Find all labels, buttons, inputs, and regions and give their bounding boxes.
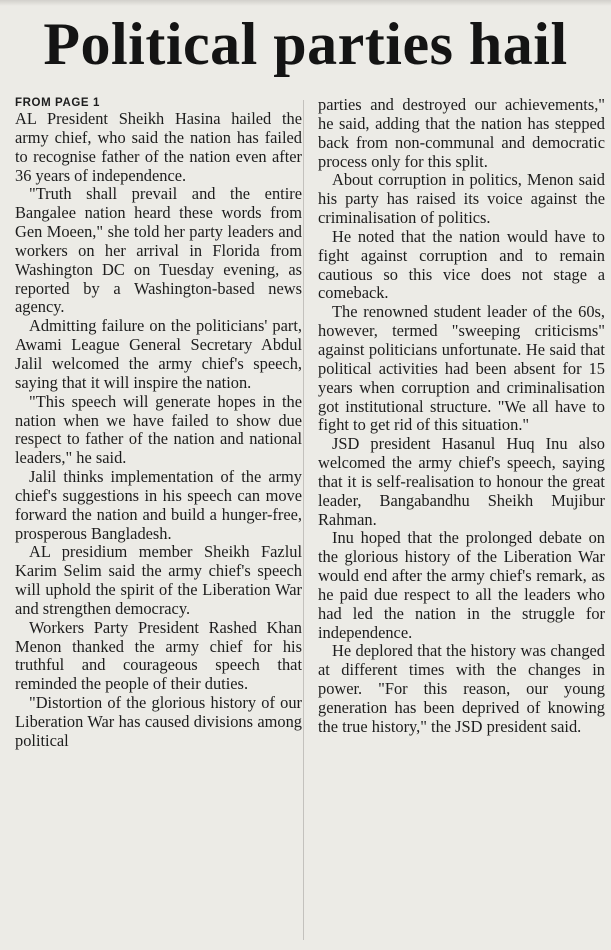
paragraph: "Truth shall prevail and the entire Bangalee nation heard these words from Gen Moeen," she told her party leaders and workers on her arrival in Florida from Washington DC on Tuesday evening, as reported by a Washington-based news agency. <box>15 184 302 317</box>
paragraph: "This speech will generate hopes in the nation when we have failed to show due respect to father of the nation and national leaders," he said. <box>15 391 302 468</box>
paragraph: About corruption in politics, Menon said his party has raised its voice against the criminalisation of politics. <box>318 170 605 228</box>
paragraph: JSD president Hasanul Huq Inu also welcomed the army chief's speech, saying that it is self-realisation to honour the great leader, Bangabandhu Sheikh Mujibur Rahman. <box>318 434 605 529</box>
column-left <box>15 96 302 944</box>
paragraph: Jalil thinks implementation of the army chief's suggestions in his speech can move forward the nation and build a hunger-free, prosperous Bangladesh. <box>15 467 302 543</box>
article-body <box>15 96 605 944</box>
paragraph: Inu hoped that the prolonged debate on the glorious history of the Liberation War would end after the army chief's remark, as he paid due respect to all the leaders who had led the nation in the struggle for independence. <box>318 528 605 642</box>
paragraph: He noted that the nation would have to fight against corruption and to remain cautious so this vice does not stage a comeback. <box>318 226 605 303</box>
paragraph: Workers Party President Rashed Khan Menon thanked the army chief for his truthful and courageous speech that reminded the people of their duties. <box>15 617 302 694</box>
paragraph: parties and destroyed our achievements," he said, adding that the nation has stepped back from non-communal and democratic process only for this split. <box>318 95 605 171</box>
paragraph: AL presidium member Sheikh Fazlul Karim Selim said the army chief's speech will uphold the spirit of the Liberation War and strengthen democracy. <box>15 542 302 618</box>
column-right <box>318 96 605 944</box>
paragraph: The renowned student leader of the 60s, however, termed "sweeping criticisms" against politicians unfortunate. He said that political activities had been absent for 15 years when corruption and criminalisation got institutional structure. "We all have to fight to get rid of this situation." <box>318 302 605 435</box>
paragraph: AL President Sheikh Hasina hailed the army chief, who said the nation has failed to recognise father of the nation even after 36 years of independence. <box>15 109 302 185</box>
paragraph: Admitting failure on the politicians' part, Awami League General Secretary Abdul Jalil welcomed the army chief's speech, saying that it will inspire the nation. <box>15 316 302 392</box>
continuation-kicker: FROM PAGE 1 <box>15 97 100 109</box>
paragraph: He deplored that the history was changed at different times with the changes in power. "For this reason, our young generation has been deprived of knowing the true history," the JSD president said. <box>318 641 605 736</box>
paragraph: "Distortion of the glorious history of our Liberation War has caused divisions among political <box>15 693 302 750</box>
headline: Political parties hail <box>43 11 568 77</box>
